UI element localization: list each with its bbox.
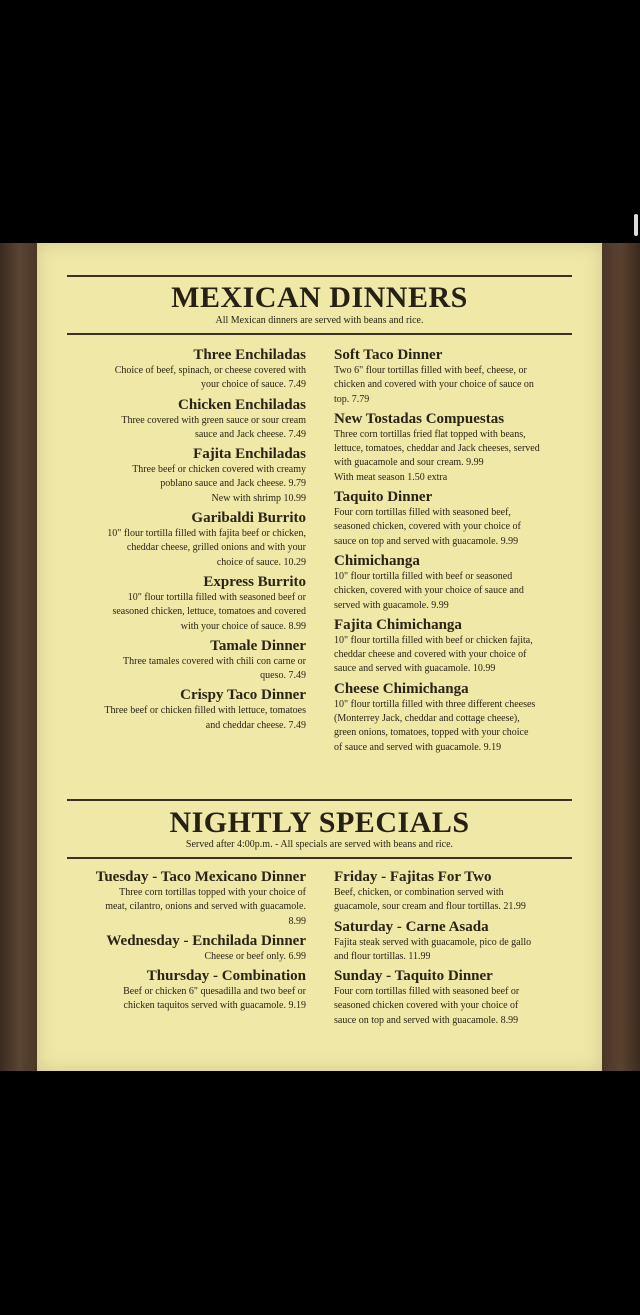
- mexican-dinners-title: MEXICAN DINNERS: [171, 281, 468, 314]
- description-line: with guacamole and sour cream. 9.99: [334, 457, 484, 469]
- menu-item-name: Sunday - Taquito Dinner: [334, 968, 493, 985]
- menu-item: [334, 681, 574, 755]
- menu-item-description: [67, 463, 306, 506]
- description-line: 10" flour tortilla filled with beef or chicken fajita,: [334, 634, 533, 646]
- menu-item-name: Thursday - Combination: [146, 968, 306, 985]
- description-line: cheddar cheese and covered with your choice of: [334, 649, 527, 661]
- menu-item-name: Tamale Dinner: [210, 637, 306, 654]
- menu-item: [67, 869, 306, 929]
- description-line: chicken and covered with your choice of sauce on: [334, 379, 534, 391]
- menu-item: [334, 869, 574, 915]
- description-line: With meat season 1.50 extra: [334, 471, 448, 483]
- menu-item-description: [67, 886, 306, 929]
- menu-item: [334, 919, 574, 965]
- description-line: Choice of beef, spinach, or cheese covered with: [114, 365, 306, 376]
- top-rule: [67, 275, 572, 277]
- menu-item: [334, 617, 574, 677]
- description-line: lettuce, tomatoes, cheddar and Jack cheeses, served: [334, 443, 540, 455]
- mexican-left-column: [67, 347, 306, 737]
- menu-item-description: [334, 570, 574, 613]
- menu-item: [334, 489, 574, 549]
- description-line: Beef or chicken 6" quesadilla and two beef or: [123, 986, 306, 998]
- menu-item: [334, 968, 574, 1028]
- description-line: green onions, tomatoes, topped with your choice: [334, 727, 529, 739]
- description-line: queso. 7.49: [260, 670, 306, 682]
- description-line: Two 6" flour tortillas filled with beef, cheese, or: [334, 365, 527, 376]
- menu-item-name: Express Burrito: [203, 573, 306, 590]
- description-line: of sauce and served with guacamole. 9.19: [334, 741, 502, 753]
- menu-item-name: Fajita Chimichanga: [334, 616, 462, 633]
- description-line: cheddar cheese, grilled onions and with your: [126, 542, 306, 554]
- description-line: top. 7.79: [334, 393, 370, 405]
- description-line: seasoned chicken, lettuce, tomatoes and covered: [112, 606, 306, 618]
- menu-item: [67, 687, 306, 733]
- menu-item-name: Saturday - Carne Asada: [334, 918, 489, 935]
- menu-item-name: Chicken Enchiladas: [178, 396, 306, 413]
- menu-item-description: [67, 655, 306, 684]
- menu-item: [67, 397, 306, 443]
- menu-item: [67, 574, 306, 634]
- menu-page: [37, 243, 602, 1071]
- menu-item: [67, 446, 306, 506]
- menu-item-name: New Tostadas Compuestas: [334, 410, 505, 427]
- description-line: Cheese or beef only. 6.99: [204, 950, 306, 962]
- description-line: 8.99: [288, 915, 306, 927]
- description-line: your choice of sauce. 7.49: [201, 379, 306, 391]
- specials-right-column: [334, 869, 574, 1032]
- menu-item: [67, 968, 306, 1014]
- description-line: Three tamales covered with chili con carne or: [123, 655, 306, 667]
- description-line: guacamole, sour cream and flour tortillas. 21.99: [334, 901, 526, 913]
- scrollbar-thumb[interactable]: [634, 214, 638, 236]
- menu-item-description: [334, 698, 574, 755]
- menu-item-name: Taquito Dinner: [334, 489, 433, 506]
- menu-item-description: [334, 364, 574, 407]
- menu-item-name: Crispy Taco Dinner: [180, 687, 306, 704]
- menu-item: [334, 411, 574, 485]
- description-line: poblano sauce and Jack cheese. 9.79: [160, 478, 306, 490]
- mexican-right-column: [334, 347, 574, 759]
- menu-item-name: Fajita Enchiladas: [193, 446, 306, 463]
- menu-item-description: [67, 591, 306, 634]
- menu-item-description: [334, 634, 574, 677]
- description-line: 10" flour tortilla filled with three different cheeses: [334, 698, 536, 710]
- menu-item-description: [334, 985, 574, 1028]
- menu-item-name: Soft Taco Dinner: [334, 347, 443, 363]
- menu-item-name: Cheese Chimichanga: [334, 680, 469, 697]
- menu-item: [334, 553, 574, 613]
- menu-item-name: Friday - Fajitas For Two: [334, 869, 492, 885]
- menu-item-description: [334, 428, 574, 485]
- description-line: Three corn tortillas fried flat topped with beans,: [334, 428, 526, 440]
- description-line: Four corn tortillas filled with seasoned beef or: [334, 986, 520, 998]
- description-line: sauce on top and served with guacamole. 8.99: [334, 1014, 519, 1026]
- description-line: Beef, chicken, or combination served with: [334, 887, 504, 898]
- description-line: choice of sauce. 10.29: [216, 556, 306, 568]
- description-line: seasoned chicken covered with your choice of: [334, 1000, 519, 1012]
- specials-header-rule: [67, 857, 572, 859]
- description-line: sauce on top and served with guacamole. 9.99: [334, 535, 519, 547]
- nightly-specials-title: NIGHTLY SPECIALS: [169, 806, 470, 839]
- menu-item-description: [67, 950, 306, 964]
- menu-item: [334, 347, 574, 407]
- description-line: meat, cilantro, onions and served with guacamole.: [105, 901, 306, 913]
- menu-item-name: Three Enchiladas: [193, 347, 306, 363]
- header-rule: [67, 333, 572, 335]
- description-line: Four corn tortillas filled with seasoned beef,: [334, 507, 511, 519]
- description-line: 10" flour tortilla filled with seasoned beef or: [127, 591, 306, 603]
- menu-item: [67, 638, 306, 684]
- description-line: chicken taquitos served with guacamole. 9.19: [123, 1000, 306, 1012]
- menu-item-description: [67, 985, 306, 1014]
- menu-item-description: [334, 936, 574, 965]
- description-line: (Monterrey Jack, cheddar and cottage cheese),: [334, 713, 520, 725]
- menu-item: [67, 933, 306, 964]
- description-line: 10" flour tortilla filled with fajita beef or chicken,: [107, 528, 306, 540]
- menu-item-description: [67, 364, 306, 393]
- description-line: chicken, covered with your choice of sauce and: [334, 585, 524, 597]
- menu-item-name: Chimichanga: [334, 552, 420, 569]
- description-line: 10" flour tortilla filled with beef or seasoned: [334, 570, 513, 582]
- mexican-dinners-subtitle: All Mexican dinners are served with beans and rice.: [215, 315, 424, 326]
- description-line: Three beef or chicken filled with lettuce, tomatoes: [104, 705, 306, 717]
- menu-item-description: [334, 506, 574, 549]
- menu-item-description: [67, 414, 306, 443]
- description-line: and flour tortillas. 11.99: [334, 950, 431, 962]
- specials-left-column: [67, 869, 306, 1018]
- description-line: Three covered with green sauce or sour cream: [121, 414, 306, 426]
- menu-item-name: Wednesday - Enchilada Dinner: [106, 932, 306, 949]
- menu-item-description: [67, 704, 306, 733]
- description-line: served with guacamole. 9.99: [334, 599, 449, 611]
- menu-item-description: [67, 527, 306, 570]
- description-line: Three corn tortillas topped with your choice of: [119, 887, 306, 898]
- description-line: sauce and Jack cheese. 7.49: [194, 428, 306, 440]
- description-line: Fajita steak served with guacamole, pico de gallo: [334, 936, 532, 948]
- menu-item: [67, 347, 306, 393]
- description-line: New with shrimp 10.99: [211, 492, 306, 504]
- menu-item-name: Tuesday - Taco Mexicano Dinner: [95, 869, 306, 885]
- nightly-specials-subtitle: Served after 4:00p.m. - All specials are served with beans and rice.: [185, 839, 454, 850]
- description-line: seasoned chicken, covered with your choice of: [334, 521, 521, 533]
- menu-item: [67, 510, 306, 570]
- description-line: and cheddar cheese. 7.49: [205, 719, 306, 731]
- description-line: sauce and served with guacamole. 10.99: [334, 663, 496, 675]
- specials-top-rule: [67, 799, 572, 801]
- description-line: Three beef or chicken covered with creamy: [132, 464, 306, 476]
- menu-item-description: [334, 886, 574, 915]
- menu-item-name: Garibaldi Burrito: [191, 510, 306, 527]
- description-line: with your choice of sauce. 8.99: [180, 620, 306, 632]
